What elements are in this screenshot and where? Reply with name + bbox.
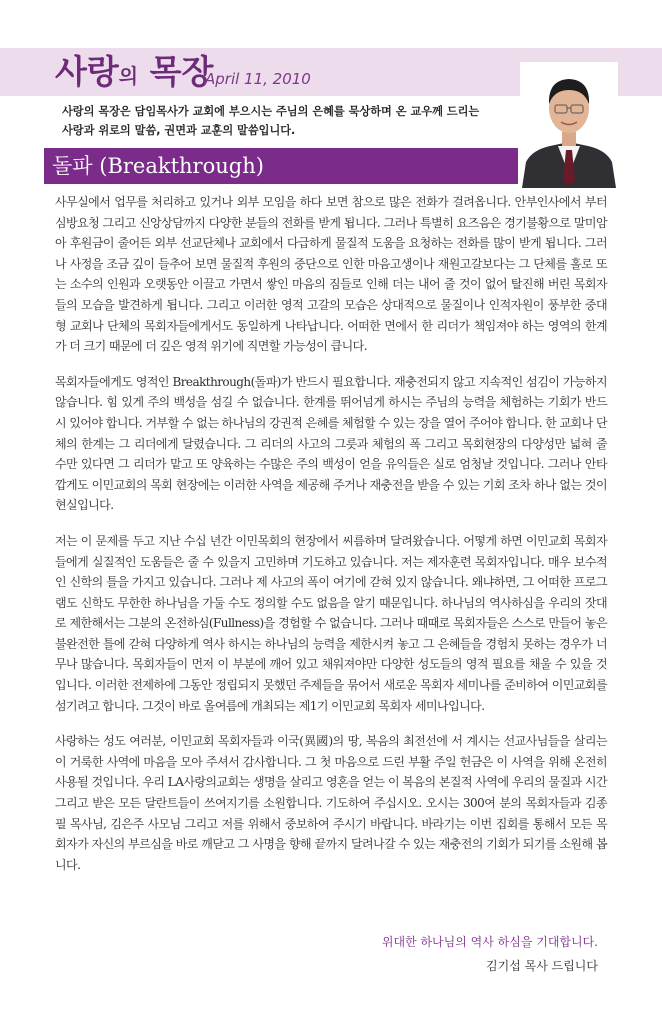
intro-line: 사랑의 목장은 담임목사가 교회에 부으시는 주님의 은혜를 묵상하며 온 교우께 드리는 bbox=[62, 105, 480, 118]
paragraph: 저는 이 문제를 두고 지난 수십 년간 이민목회의 현장에서 씨름하며 달려왔습니다. 어떻게 하면 이민교회 목회자들에게 실질적인 도움들은 줄 수 있을지 고민하며 기도하고 있습니다. 저는 제자훈련 목회자입니다. 매우 보수적인 신학의 틀을 가지고 있습니다. 그러나 제 사고의 폭이 여기에 갇혀 있지 않습니다. 왜냐하면, 그 어떠한 프로그램도 신학도 무한한 하나님을 가둘 수도 정의할 수도 없음을 알기 때문입니다. 하나님의 역사하심을 우리의 잣대로 제한해서는 그분의 온전하심(Fullness)을 경험할 수 없습니다. 그러나 때때로 목회자들은 스스로 만들어 놓은 불완전한 틀에 갇혀 다양하게 역사 하시는 하나님의 능력을 제한시켜 놓고 그 은혜들을 경험치 못하는 경우가 너무나 많습니다. 목회자들이 먼저 이 부분에 깨어 있고 채워져야만 다양한 성도들의 영적 필요를 채울 수 있을 것입니다. 이러한 전제하에 그동안 정립되지 못했던 주제들을 묶어서 새로운 목회자 세미나를 준비하여 이민교회를 섬기려고 합니다. 그것이 바로 올여름에 개최되는 제1기 이민교회 목회자 세미나입니다. bbox=[55, 533, 607, 713]
signature: 김기섭 목사 드립니다 bbox=[486, 959, 598, 973]
intro-line: 사랑과 위로의 말씀, 권면과 교훈의 말씀입니다. bbox=[62, 124, 296, 137]
intro-text bbox=[62, 102, 512, 140]
paragraph: 목회자들에게도 영적인 Breakthrough(돌파)가 반드시 필요합니다. 재충전되지 않고 지속적인 섬김이 가능하지 않습니다. 힘 있게 주의 백성을 섬길 수 없습니다. 한계를 뛰어넘게 하시는 주님의 능력을 체험하는 기회가 반드시 있어야 합니다. 거부할 수 없는 하나님의 강권적 은혜를 체험할 수 있는 장을 열어 주어야 합니다. 한 교회나 단체의 한계는 그 리더에게 달렸습니다. 그 리더의 사고의 그릇과 체험의 폭 그리고 목회현장의 다양성만 넓혀 줄 수만 있다면 그 리더가 맡고 또 양육하는 수많은 주의 백성이 얻을 유익들은 실로 엄청날 것입니다. 그러나 안타깝게도 이민교회의 목회 현장에는 이러한 사역을 제공해 주거나 재충전을 받을 수 있는 기회 조차 하나 없는 것이 현실입니다. bbox=[55, 374, 607, 513]
closing-block bbox=[382, 930, 598, 978]
issue-date: April 11, 2010 bbox=[205, 70, 311, 88]
article-heading: 돌파 (Breakthrough) bbox=[52, 154, 264, 178]
page-title: 사랑의 목장 bbox=[55, 52, 214, 91]
closing-line: 위대한 하나님의 역사 하심을 기대합니다. bbox=[381, 935, 598, 949]
article-body bbox=[55, 192, 607, 890]
paragraph: 사랑하는 성도 여러분, 이민교회 목회자들과 이국(異國)의 땅, 복음의 최전선에 서 계시는 선교사님들을 살리는 이 거룩한 사역에 마음을 모아 주셔서 감사합니다. 그 첫 마음으로 드린 부활 주일 헌금은 이 사역을 위해 온전히 사용될 것입니다. 우리 LA사랑의교회는 생명을 살리고 영혼을 얻는 이 복음의 본질적 사역에 우리의 물질과 시간 그리고 받은 모든 달란트들이 쓰여지기를 소원합니다. 기도하여 주십시오. 오시는 300여 분의 목회자들과 김종필 목사님, 김은주 사모님 그리고 저를 위해서 중보하여 주시기 바랍니다. 바라기는 이번 집회를 통해서 모든 목회자가 자신의 부르심을 바로 깨닫고 그 사명을 향해 끝까지 달려나갈 수 있는 재충전의 기회가 되기를 소원해 봅니다. bbox=[55, 734, 607, 872]
pastor-photo bbox=[520, 62, 618, 188]
paragraph: 사무실에서 업무를 처리하고 있거나 외부 모임을 하다 보면 참으로 많은 전화가 걸려옵니다. 안부인사에서 부터 심방요청 그리고 신앙상담까지 다양한 분들의 전화를 받게 됩니다. 그러나 특별히 요즈음은 경기불황으로 말미암아 후원금이 줄어든 외부 선교단체나 교회에서 다급하게 물질적 도움을 요청하는 전화를 많이 받게 됩니다. 그러나 사정을 조금 깊이 들추어 보면 물질적 후원의 중단으로 인한 마음고생이나 재원고갈보다는 그 단체를 홀로 또는 소수의 인원과 오랫동안 이끌고 가면서 쌓인 마음의 짐들로 인해 더는 내어 줄 것이 없어 탈진해 버린 목회자들의 모습을 발견하게 됩니다. 그리고 이러한 영적 고갈의 모습은 상대적으로 물질이나 인적자원이 풍부한 중대형 교회나 단체의 목회자들에게서도 동일하게 나타납니다. 어떠한 면에서 한 리더가 책임져야 하는 영역의 한계가 더 크기 때문에 더 깊은 영적 위기에 직면할 가능성이 큽니다. bbox=[55, 195, 607, 354]
